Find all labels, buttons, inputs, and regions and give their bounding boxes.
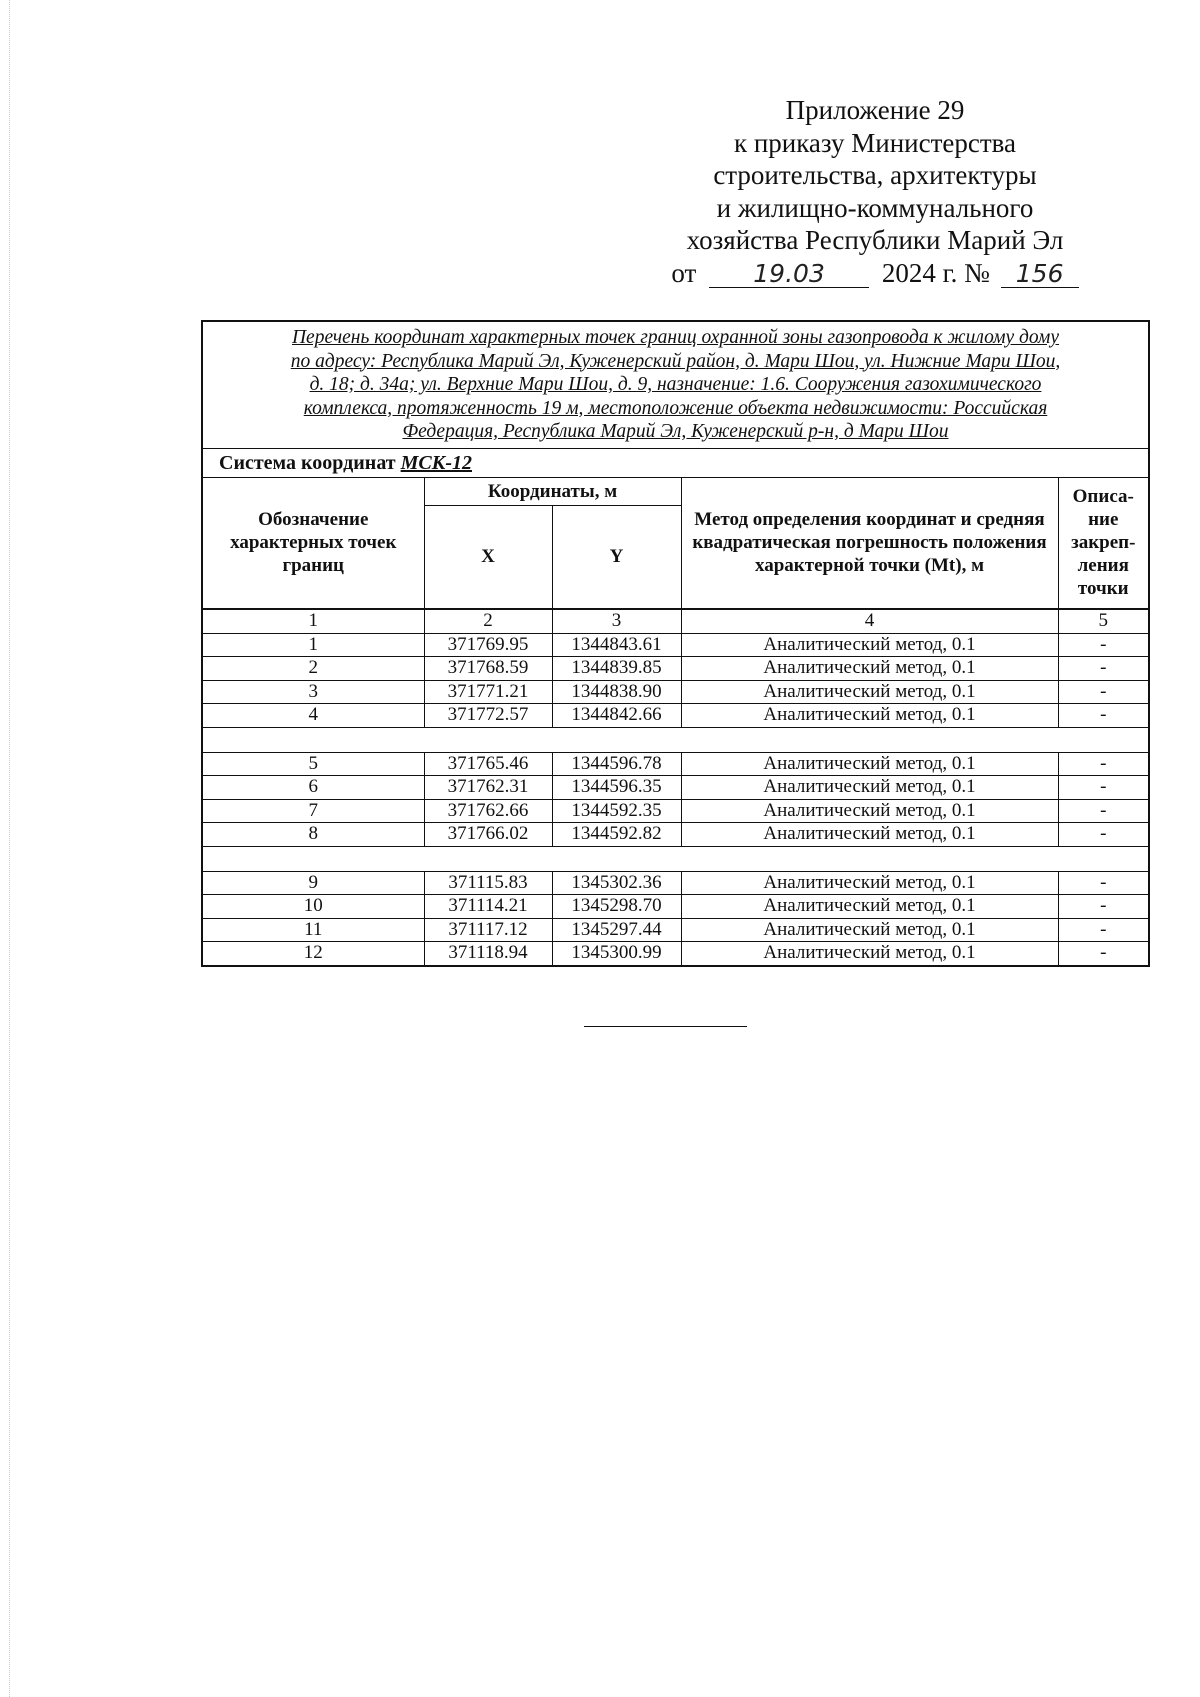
y-coordinate: 1344838.90 bbox=[552, 680, 681, 704]
point-number: 9 bbox=[203, 871, 424, 895]
y-coordinate: 1344839.85 bbox=[552, 657, 681, 681]
y-coordinate: 1345298.70 bbox=[552, 895, 681, 919]
scan-edge-line bbox=[9, 0, 10, 1697]
method-cell: Аналитический метод, 0.1 bbox=[681, 776, 1058, 800]
y-coordinate: 1344843.61 bbox=[552, 633, 681, 657]
description-cell: - bbox=[1058, 823, 1148, 847]
column-number: 2 bbox=[424, 609, 552, 634]
y-coordinate: 1344592.35 bbox=[552, 799, 681, 823]
method-cell: Аналитический метод, 0.1 bbox=[681, 680, 1058, 704]
heading-line-2: к приказу Министерства bbox=[733, 127, 1017, 158]
x-coordinate: 371115.83 bbox=[424, 871, 552, 895]
description-cell: - bbox=[1058, 752, 1148, 776]
method-cell: Аналитический метод, 0.1 bbox=[681, 799, 1058, 823]
point-number: 1 bbox=[203, 633, 424, 657]
table-row bbox=[203, 680, 1148, 704]
point-number: 6 bbox=[203, 776, 424, 800]
group-separator bbox=[203, 846, 1148, 871]
column-number: 3 bbox=[552, 609, 681, 634]
table-row bbox=[203, 918, 1148, 942]
header-description: Описа-ние закреп-ления точки bbox=[1058, 478, 1148, 609]
caption-line-3: д. 18; д. 34а; ул. Верхние Мари Шои, д. 9, назначение: 1.6. Сооружения газохимического bbox=[309, 374, 1042, 395]
table-row bbox=[203, 704, 1148, 728]
point-number: 10 bbox=[203, 895, 424, 919]
description-cell: - bbox=[1058, 776, 1148, 800]
x-coordinate: 371117.12 bbox=[424, 918, 552, 942]
table-row bbox=[203, 942, 1148, 965]
column-number: 4 bbox=[681, 609, 1058, 634]
header-x: X bbox=[424, 505, 552, 609]
date-prefix: от bbox=[671, 257, 697, 288]
method-cell: Аналитический метод, 0.1 bbox=[681, 823, 1058, 847]
method-cell: Аналитический метод, 0.1 bbox=[681, 633, 1058, 657]
y-coordinate: 1344596.35 bbox=[552, 776, 681, 800]
y-coordinate: 1345300.99 bbox=[552, 942, 681, 965]
y-coordinate: 1345302.36 bbox=[552, 871, 681, 895]
closing-rule bbox=[584, 1026, 747, 1027]
appendix-heading bbox=[640, 94, 1110, 289]
table-row bbox=[203, 776, 1148, 800]
point-number: 5 bbox=[203, 752, 424, 776]
point-number: 12 bbox=[203, 942, 424, 965]
header-y: Y bbox=[552, 505, 681, 609]
heading-line-4: и жилищно-коммунального bbox=[716, 192, 1034, 223]
method-cell: Аналитический метод, 0.1 bbox=[681, 752, 1058, 776]
description-cell: - bbox=[1058, 871, 1148, 895]
list-caption bbox=[203, 322, 1148, 449]
handwritten-order-number: 156 bbox=[1001, 261, 1079, 288]
description-cell: - bbox=[1058, 918, 1148, 942]
point-number: 2 bbox=[203, 657, 424, 681]
group-separator bbox=[203, 727, 1148, 752]
x-coordinate: 371769.95 bbox=[424, 633, 552, 657]
description-cell: - bbox=[1058, 704, 1148, 728]
point-number: 8 bbox=[203, 823, 424, 847]
table-row bbox=[203, 657, 1148, 681]
method-cell: Аналитический метод, 0.1 bbox=[681, 704, 1058, 728]
description-cell: - bbox=[1058, 680, 1148, 704]
method-cell: Аналитический метод, 0.1 bbox=[681, 871, 1058, 895]
table-row bbox=[203, 895, 1148, 919]
heading-line-3: строительства, архитектуры bbox=[713, 160, 1037, 190]
column-number: 5 bbox=[1058, 609, 1148, 634]
x-coordinate: 371766.02 bbox=[424, 823, 552, 847]
table-row bbox=[203, 633, 1148, 657]
table-row bbox=[203, 799, 1148, 823]
description-cell: - bbox=[1058, 633, 1148, 657]
y-coordinate: 1344842.66 bbox=[552, 704, 681, 728]
coordinate-system-name: МСК-12 bbox=[400, 451, 472, 474]
column-number-row bbox=[203, 609, 1148, 634]
y-coordinate: 1344596.78 bbox=[552, 752, 681, 776]
method-cell: Аналитический метод, 0.1 bbox=[681, 942, 1058, 965]
handwritten-date: 19.03 bbox=[709, 261, 869, 288]
order-year: 2024 г. № bbox=[881, 257, 990, 288]
heading-line-5: хозяйства Республики Марий Эл bbox=[686, 225, 1064, 255]
x-coordinate: 371118.94 bbox=[424, 942, 552, 965]
column-number: 1 bbox=[203, 609, 424, 634]
x-coordinate: 371762.31 bbox=[424, 776, 552, 800]
description-cell: - bbox=[1058, 942, 1148, 965]
coordinates-frame bbox=[201, 320, 1150, 967]
coordinate-system-row bbox=[203, 449, 1148, 478]
y-coordinate: 1344592.82 bbox=[552, 823, 681, 847]
caption-line-1: Перечень координат характерных точек границ охранной зоны газопровода к жилому дому bbox=[291, 327, 1060, 348]
header-point: Обозначение характерных точек границ bbox=[203, 478, 424, 609]
caption-line-4: комплекса, протяженность 19 м, местоположение объекта недвижимости: Российская bbox=[303, 397, 1048, 419]
x-coordinate: 371771.21 bbox=[424, 680, 552, 704]
x-coordinate: 371765.46 bbox=[424, 752, 552, 776]
point-number: 11 bbox=[203, 918, 424, 942]
point-number: 3 bbox=[203, 680, 424, 704]
table-row bbox=[203, 752, 1148, 776]
method-cell: Аналитический метод, 0.1 bbox=[681, 918, 1058, 942]
table-row bbox=[203, 871, 1148, 895]
method-cell: Аналитический метод, 0.1 bbox=[681, 657, 1058, 681]
description-cell: - bbox=[1058, 799, 1148, 823]
table-row bbox=[203, 823, 1148, 847]
heading-line-1: Приложение 29 bbox=[785, 95, 965, 125]
y-coordinate: 1345297.44 bbox=[552, 918, 681, 942]
group-separator-row bbox=[203, 846, 1148, 871]
header-method: Метод определения координат и средняя квадратическая погрешность положения характерной точки (Mt), м bbox=[681, 478, 1058, 609]
x-coordinate: 371768.59 bbox=[424, 657, 552, 681]
coordinate-system-label: Система координат bbox=[219, 451, 396, 474]
coordinates-table bbox=[203, 478, 1148, 965]
x-coordinate: 371114.21 bbox=[424, 895, 552, 919]
x-coordinate: 371762.66 bbox=[424, 799, 552, 823]
x-coordinate: 371772.57 bbox=[424, 704, 552, 728]
group-separator-row bbox=[203, 727, 1148, 752]
point-number: 7 bbox=[203, 799, 424, 823]
description-cell: - bbox=[1058, 895, 1148, 919]
method-cell: Аналитический метод, 0.1 bbox=[681, 895, 1058, 919]
point-number: 4 bbox=[203, 704, 424, 728]
caption-line-2: по адресу: Республика Марий Эл, Куженерский район, д. Мари Шои, ул. Нижние Мари Шои, bbox=[290, 350, 1061, 372]
order-date-line bbox=[640, 257, 1110, 290]
caption-line-5: Федерация, Республика Марий Эл, Куженерский р-н, д Мари Шои bbox=[402, 421, 949, 442]
description-cell: - bbox=[1058, 657, 1148, 681]
header-coordinates: Координаты, м bbox=[424, 478, 681, 506]
